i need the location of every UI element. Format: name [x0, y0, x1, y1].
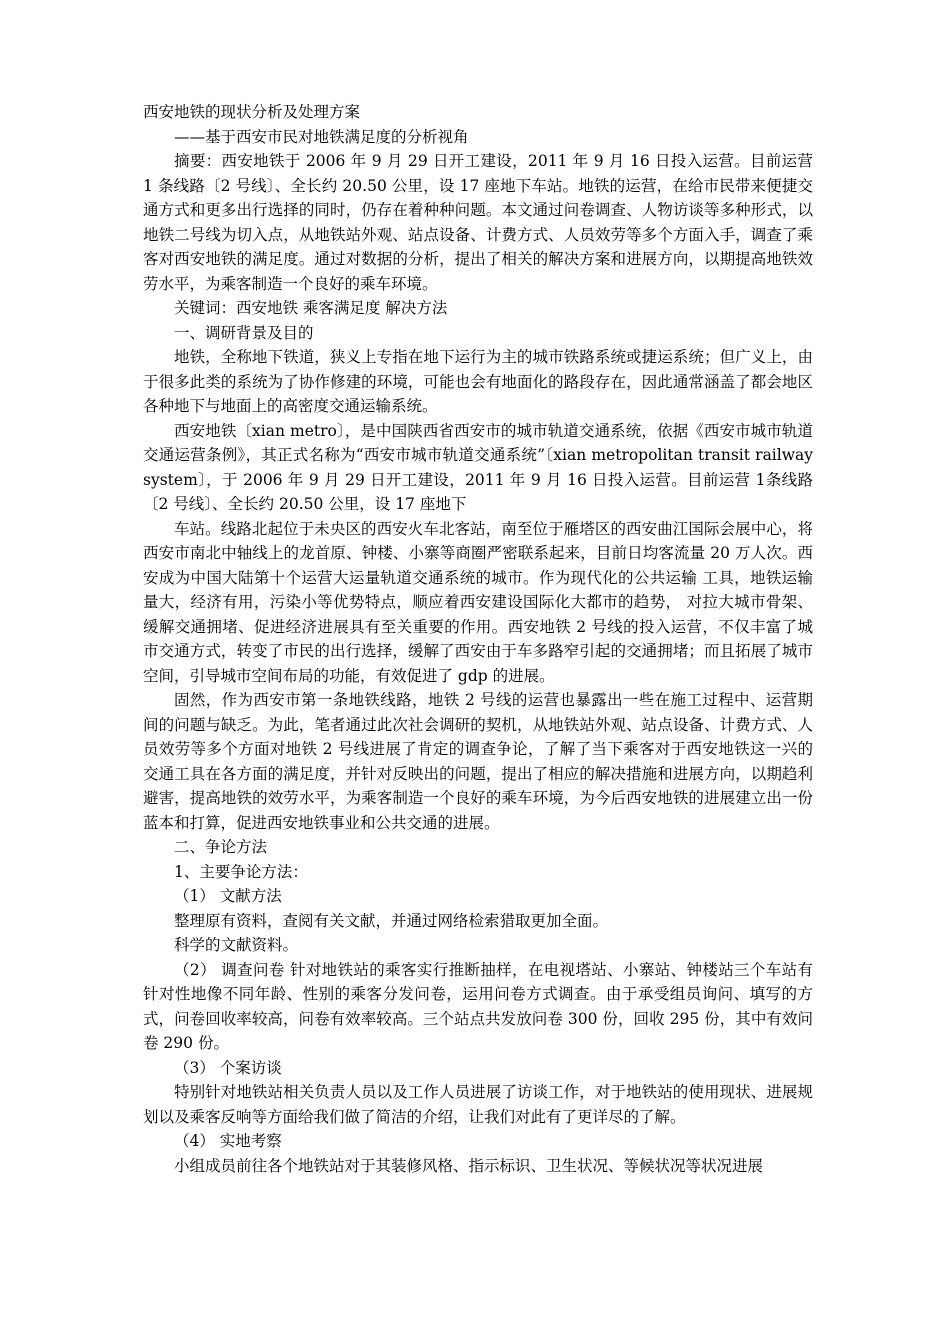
- method-literature-text: 整理原有资料，查阅有关文献，并通过网络检索猎取更加全面。: [174, 911, 609, 930]
- method-questionnaire: （2） 调查问卷 针对地铁站的乘客实行推断抽样，在电视塔站、小寨站、钟楼站三个车站有针对性地像不同年龄、性别的乘客分发问卷，运用问卷方式调查。由于承受组员询问、填写的方式，问卷回收率较高，问卷有效率较高。三个站点共发放问卷 300 份，回收 295 份，其中有效问卷 290 份。: [143, 960, 813, 1052]
- paragraph-metro-definition: 地铁，全称地下铁道，狭义上专指在地下运行为主的城市铁路系统或捷运系统；但广义上，由于很多此类的系统为了协作修建的环境，可能也会有地面化的路段存在，因此通常涵盖了都会地区各种地下与地面上的高密度交通运输系统。: [143, 348, 813, 415]
- keywords-line: 关键词：西安地铁 乘客满足度 解决方法: [174, 299, 448, 317]
- section-heading-background: 一、调研背景及目的: [174, 323, 314, 342]
- document-title: 西安地铁的现状分析及处理方案: [143, 103, 361, 121]
- abstract-paragraph: 摘要：西安地铁于 2006 年 9 月 29 日开工建设，2011 年 9 月 16 日投入运营。目前运营 1 条线路〔2 号线〕、全长约 20.50 公里，设 17 座地下车站。地铁的运营，在给市民带来便捷交通方式和更多出行选择的同时，仍存在着种种问题。本文通过问卷调查、人物访谈等多种形式，以地铁二号线为切入点，从地铁站外观、站点设备、计费方式、人员效劳等多个方面入手，调查了乘客对西安地铁的满足度。通过对数据的分析，提出了相关的解决方案和进展方向，以期提高地铁效劳水平，为乘客制造一个良好的乘车环境。: [143, 152, 813, 293]
- section-heading-methods: 二、争论方法: [174, 838, 268, 856]
- subheading-main-methods: 1、主要争论方法：: [174, 862, 308, 881]
- method-literature-heading: （1） 文献方法: [174, 887, 282, 905]
- method-interview-text: 特别针对地铁站相关负责人员以及工作人员进展了访谈工作，对于地铁站的使用现状、进展规划以及乘客反响等方面给我们做了简洁的介绍，让我们对此有了更详尽的了解。: [143, 1083, 813, 1126]
- paragraph-line-route: 车站。线路北起位于未央区的西安火车北客站，南至位于雁塔区的西安曲江国际会展中心，将西安市南北中轴线上的龙首原、钟楼、小寨等商圈严密联系起来，目前日均客流量 20 万人次。西安成为中国大陆第十个运营大运量轨道交通系统的城市。作为现代化的公共运输 工具，地铁运输量大，经济有用，污染小等优势特点，顺应着西安建设国际化大都市的趋势， 对拉大城市骨架、缓解交通拥堵、促进经济进展具有至关重要的作用。西安地铁 2 号线的投入运营，不仅丰富了城市交通方式，转变了市民的出行选择，缓解了西安由于车多路窄引起的交通拥堵；而且拓展了城市空间，引导城市空间布局的功能，有效促进了 gdp 的进展。: [143, 519, 813, 685]
- method-fieldwork-text: 小组成员前往各个地铁站对于其装修风格、指示标识、卫生状况、等候状况等状况进展: [174, 1156, 764, 1175]
- document-body: [143, 100, 813, 1178]
- method-fieldwork-heading: （4） 实地考察: [174, 1132, 282, 1150]
- paragraph-research-purpose: 固然，作为西安市第一条地铁线路，地铁 2 号线的运营也暴露出一些在施工过程中、运营期间的问题与缺乏。为此，笔者通过此次社会调研的契机，从地铁站外观、站点设备、计费方式、人员效劳等多个方面对地铁 2 号线进展了肯定的调查争论，了解了当下乘客对于西安地铁这一兴的交通工具在各方面的满足度，并针对反映出的问题，提出了相应的解决措施和进展方向，以期趋利避害，提高地铁的效劳水平，为乘客制造一个良好的乘车环境，为今后西安地铁的进展建立出一份蓝本和打算，促进西安地铁事业和公共交通的进展。: [143, 691, 813, 832]
- document-subtitle: ——基于西安市民对地铁满足度的分析视角: [174, 127, 469, 146]
- method-literature-text-cont: 科学的文献资料。: [174, 936, 299, 954]
- method-interview-heading: （3） 个案访谈: [174, 1058, 282, 1077]
- paragraph-xian-metro: 西安地铁〔xian metro〕，是中国陕西省西安市的城市轨道交通系统，依据《西安市城市轨道交通运营条例》，其正式名称为“西安市城市轨道交通系统”〔xian metropolitan transit railway system〕，于 2006 年 9 月 29 日开工建设，2011 年 9 月 16 日投入运营。目前运营 1条线路〔2 号线〕、全长约 20.50 公里，设 17 座地下: [143, 421, 813, 513]
